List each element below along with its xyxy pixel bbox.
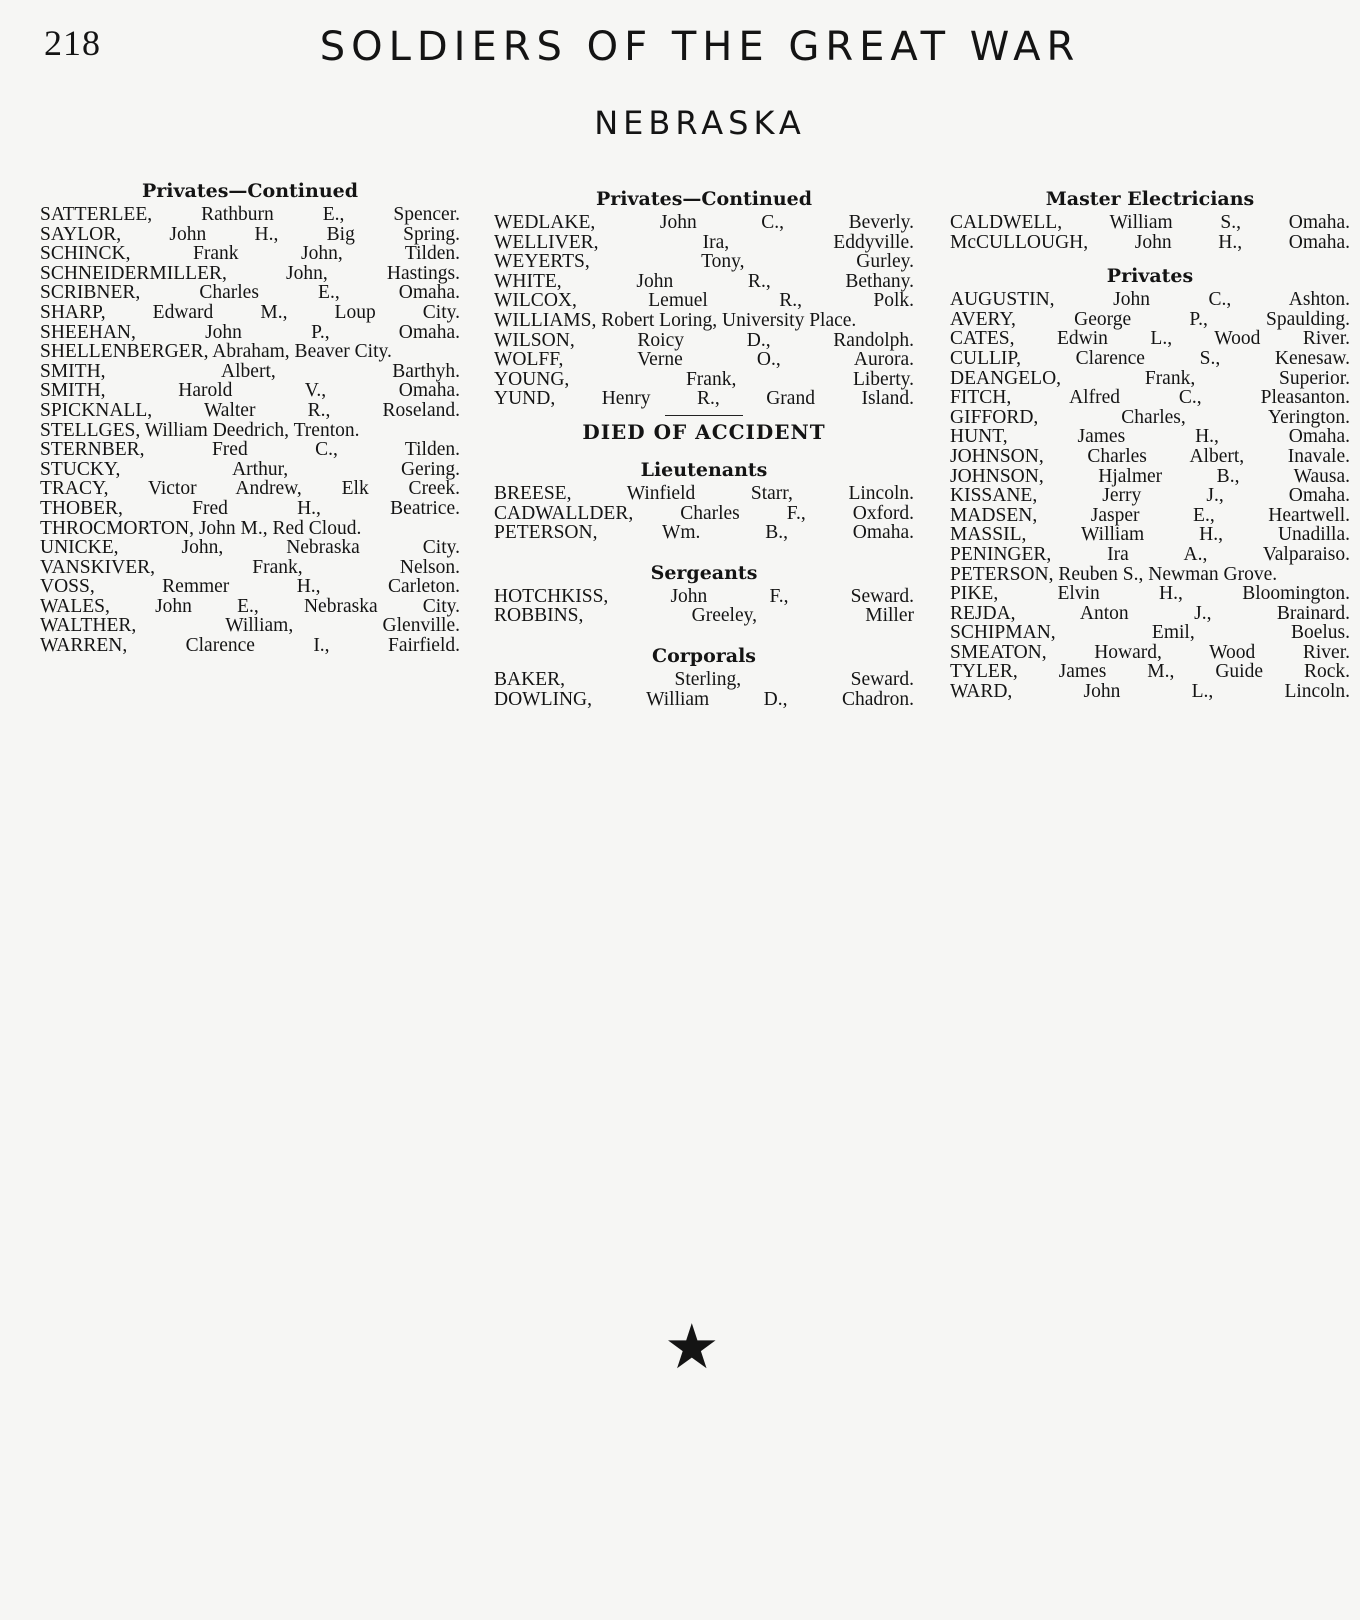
section-heading-master-electricians: Master Electricians [1045, 188, 1255, 210]
list-item: PETERSON, Reuben S., Newman Grove. [950, 563, 1278, 585]
list-item: SCRIBNER, Charles E., Omaha. [40, 282, 460, 304]
entry-list [950, 213, 1350, 252]
list-item: YOUNG, Frank, Liberty. [494, 368, 914, 390]
list-item: THOBER, Fred H., Beatrice. [40, 497, 460, 519]
entry-list [494, 587, 914, 626]
list-item: DOWLING, William D., Chadron. [494, 688, 914, 710]
list-item: WARREN, Clarence I., Fairfield. [40, 635, 460, 657]
entry-list [494, 213, 914, 409]
list-item: SCHNEIDERMILLER, John, Hastings. [40, 262, 460, 284]
list-item: CULLIP, Clarence S., Kenesaw. [950, 347, 1350, 369]
list-item: TRACY, Victor Andrew, Elk Creek. [40, 478, 460, 500]
list-item: SPICKNALL, Walter R., Roseland. [40, 399, 460, 421]
list-item: WEYERTS, Tony, Gurley. [494, 251, 914, 273]
list-item: CALDWELL, William S., Omaha. [950, 212, 1350, 233]
star-icon: ★ [664, 1310, 720, 1383]
list-item: WEDLAKE, John C., Beverly. [494, 212, 914, 233]
list-item: FITCH, Alfred C., Pleasanton. [950, 387, 1350, 409]
list-item: SHEEHAN, John P., Omaha. [40, 321, 460, 343]
list-item: HOTCHKISS, John F., Seward. [494, 585, 914, 607]
section-heading-privates: Privates [1106, 265, 1194, 288]
list-item: MASSIL, William H., Unadilla. [950, 524, 1350, 546]
list-item: DEANGELO, Frank, Superior. [950, 367, 1350, 389]
list-item: STERNBER, Fred C., Tilden. [40, 439, 460, 461]
list-item: ROBBINS, Greeley, Miller [494, 605, 914, 627]
section-heading-privates-continued: Privates—Continued [595, 188, 813, 210]
section-heading-privates-continued: Privates—Continued [141, 180, 359, 202]
list-item: WELLIVER, Ira, Eddyville. [494, 231, 914, 253]
list-item: AVERY, George P., Spaulding. [950, 308, 1350, 330]
list-item: PIKE, Elvin H., Bloomington. [950, 583, 1350, 605]
list-item: WARD, John L., Lincoln. [950, 681, 1350, 703]
list-item: WALTHER, William, Glenville. [40, 615, 460, 637]
list-item: BAKER, Sterling, Seward. [494, 668, 914, 690]
list-item: PENINGER, Ira A., Valparaiso. [950, 543, 1350, 565]
entry-list [494, 670, 914, 709]
list-item: CATES, Edwin L., Wood River. [950, 328, 1350, 350]
book-title: SOLDIERS OF THE GREAT WAR [319, 24, 1081, 70]
list-item: CADWALLDER, Charles F., Oxford. [494, 502, 914, 524]
list-item: YUND, Henry R., Grand Island. [494, 388, 914, 410]
list-item: HUNT, James H., Omaha. [950, 426, 1350, 448]
list-item: SMEATON, Howard, Wood River. [950, 641, 1350, 663]
list-item: SATTERLEE, Rathburn E., Spencer. [40, 204, 460, 225]
list-item: WHITE, John R., Bethany. [494, 270, 914, 292]
list-item: WALES, John E., Nebraska City. [40, 595, 460, 617]
list-item: McCULLOUGH, John H., Omaha. [950, 231, 1350, 253]
section-heading-lieutenants: Lieutenants [640, 458, 768, 481]
list-item: WILCOX, Lemuel R., Polk. [494, 290, 914, 312]
list-item: WILLIAMS, Robert Loring, University Place. [494, 309, 857, 331]
list-item: WILSON, Roicy D., Randolph. [494, 329, 914, 351]
list-item: STUCKY, Arthur, Gering. [40, 458, 460, 480]
list-item: UNICKE, John, Nebraska City. [40, 537, 460, 559]
list-item: PETERSON, Wm. B., Omaha. [494, 522, 914, 544]
entry-list [950, 290, 1350, 701]
list-item: MADSEN, Jasper E., Heartwell. [950, 504, 1350, 526]
column-2 [494, 183, 914, 709]
list-item: KISSANE, Jerry J., Omaha. [950, 485, 1350, 507]
column-1 [40, 175, 460, 656]
list-item: SAYLOR, John H., Big Spring. [40, 223, 460, 245]
entry-list [494, 484, 914, 543]
list-item: TYLER, James M., Guide Rock. [950, 661, 1350, 683]
entry-list [40, 205, 460, 656]
list-item: THROCMORTON, John M., Red Cloud. [40, 517, 362, 539]
list-item: SHARP, Edward M., Loup City. [40, 301, 460, 323]
list-item: BREESE, Winfield Starr, Lincoln. [494, 482, 914, 504]
section-heading-sergeants: Sergeants [650, 561, 758, 584]
list-item: VANSKIVER, Frank, Nelson. [40, 556, 460, 578]
list-item: SCHINCK, Frank John, Tilden. [40, 243, 460, 265]
list-item: SCHIPMAN, Emil, Boelus. [950, 622, 1350, 644]
list-item: STELLGES, William Deedrich, Trenton. [40, 419, 360, 441]
list-item: REJDA, Anton J., Brainard. [950, 602, 1350, 624]
list-item: JOHNSON, Charles Albert, Inavale. [950, 445, 1350, 467]
list-item: SHELLENBERGER, Abraham, Beaver City. [40, 341, 392, 363]
list-item: WOLFF, Verne O., Aurora. [494, 349, 914, 371]
section-heading-corporals: Corporals [652, 644, 756, 667]
page-number: 218 [44, 23, 101, 63]
column-3 [950, 183, 1350, 702]
list-item: SMITH, Harold V., Omaha. [40, 380, 460, 402]
section-divider [665, 415, 743, 416]
section-heading-died-of-accident: DIED OF ACCIDENT [582, 419, 826, 444]
list-item: JOHNSON, Hjalmer B., Wausa. [950, 465, 1350, 487]
list-item: AUGUSTIN, John C., Ashton. [950, 289, 1350, 311]
list-item: VOSS, Remmer H., Carleton. [40, 576, 460, 598]
list-item: SMITH, Albert, Barthyh. [40, 360, 460, 382]
list-item: GIFFORD, Charles, Yerington. [950, 406, 1350, 428]
state-title: NEBRASKA [594, 104, 806, 142]
